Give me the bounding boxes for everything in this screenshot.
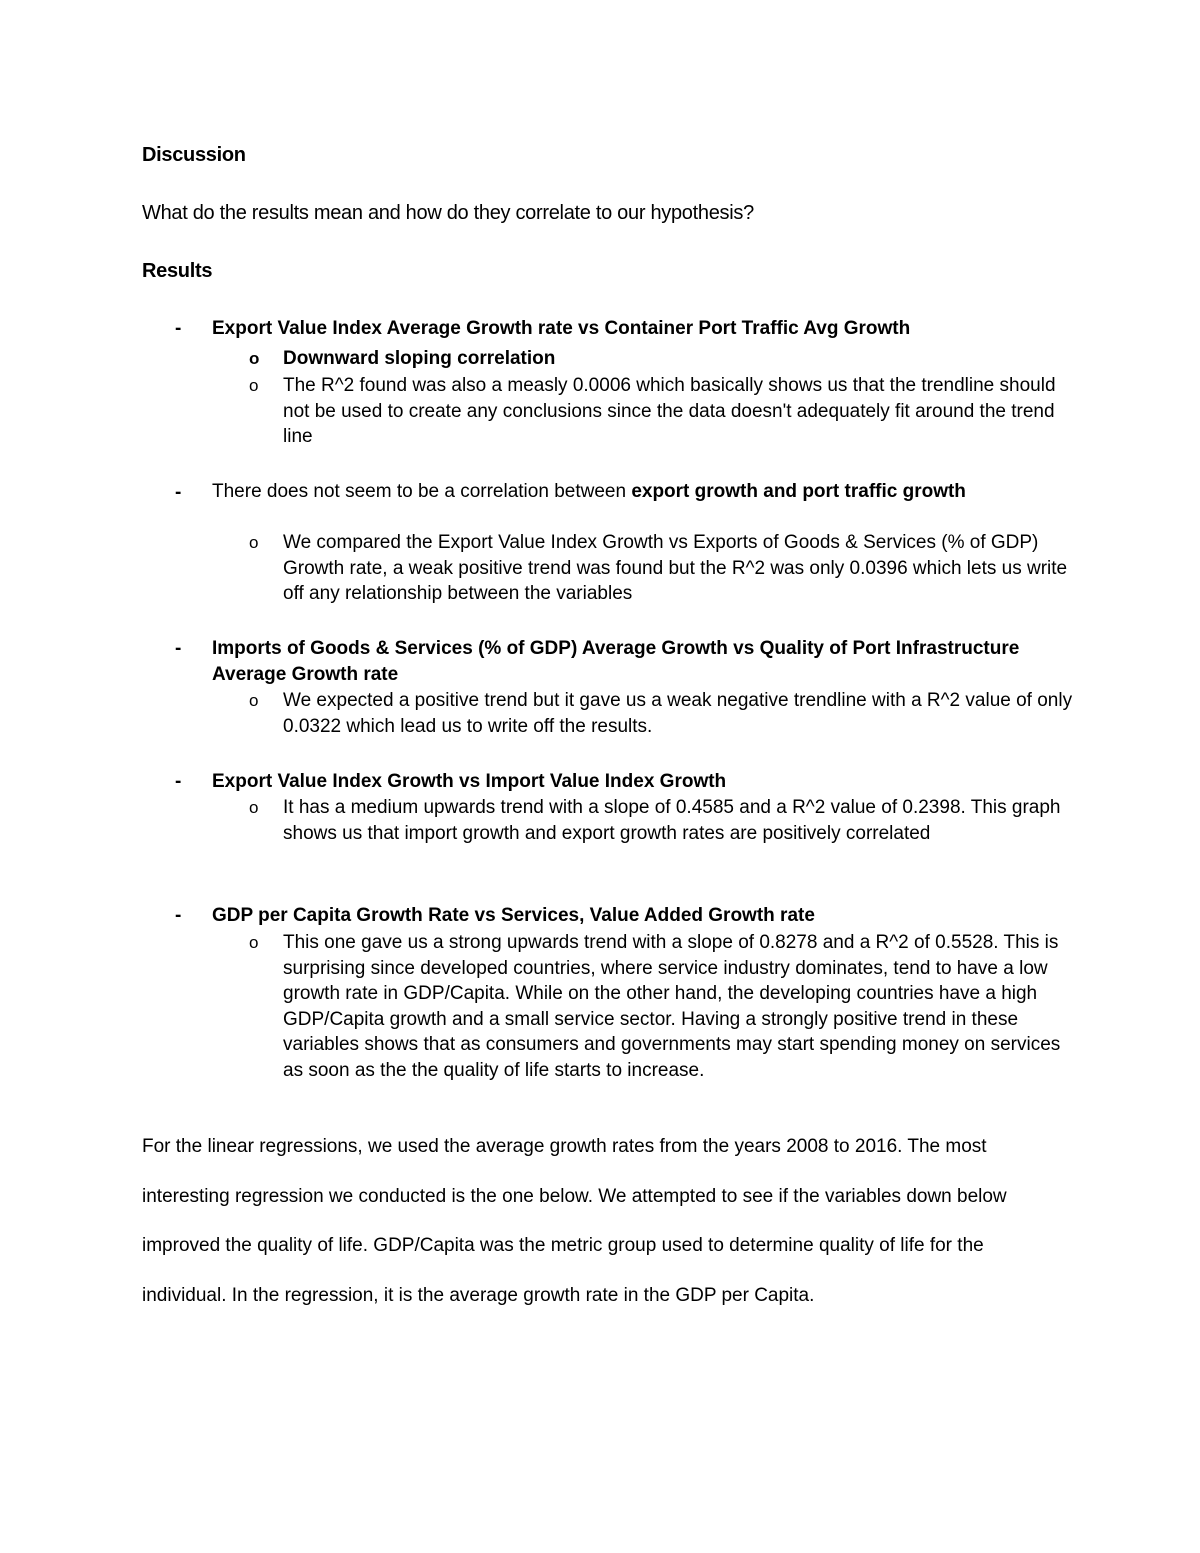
- result-item-3-sub-1: [249, 688, 1079, 739]
- result-item-4-sub-1: [249, 795, 1079, 846]
- result-item-title-bold: Export Value Index Average Growth rate vs Container Port Traffic Avg Growth: [212, 318, 911, 339]
- research-question: What do the results mean and how do they correlate to our hypothesis?: [142, 202, 754, 224]
- sub-bullet-text: Downward sloping correlation: [283, 348, 556, 369]
- sub-bullet-text: We expected a positive trend but it gave us a weak negative trendline with a R^2 value of only 0.0322 which lead us to write off the results.: [283, 690, 1073, 737]
- results-heading: Results: [142, 260, 213, 282]
- sub-bullet-text: It has a medium upwards trend with a slope of 0.4585 and a R^2 value of 0.2398. This graph shows us that import growth and export growth rates are positively correlated: [283, 797, 1061, 844]
- sub-bullet-text: We compared the Export Value Index Growth vs Exports of Goods & Services (% of GDP) Growth rate, a weak positive trend was found but the R^2 was only 0.0396 which lets us write off any relationship between the variables: [283, 532, 1068, 604]
- result-item-2-title: [212, 479, 1072, 505]
- list-dash: -: [175, 905, 182, 926]
- sub-bullet: o: [249, 798, 259, 817]
- result-item-title-bold: Imports of Goods & Services (% of GDP) Average Growth vs Quality of Port Infrastructure Average Growth rate: [212, 638, 1020, 685]
- sub-bullet: o: [249, 691, 259, 710]
- sub-bullet-text: This one gave us a strong upwards trend with a slope of 0.8278 and a R^2 of 0.5528. This is surprising since developed countries, where service industry dominates, tend to have a low growth rate in GDP/Capita. While on the other hand, the developing countries have a high GDP/Capita growth and a small service sector. Having a strongly positive trend in these variables shows that as consumers and governments may start spending money on services as soon as the the quality of life starts to increase.: [283, 932, 1061, 1081]
- list-dash: -: [175, 482, 182, 503]
- result-item-2-sub-1: [249, 530, 1079, 607]
- list-dash: -: [175, 318, 182, 339]
- result-item-5-sub-1: [249, 930, 1079, 1083]
- result-item-1-sub-1: [249, 346, 1079, 372]
- result-item-1-title: [212, 316, 1072, 342]
- sub-bullet: o: [249, 933, 259, 952]
- result-item-title-plain: There does not seem to be a correlation between: [212, 481, 632, 502]
- result-item-3-title: [212, 636, 1072, 688]
- sub-bullet: o: [249, 533, 259, 552]
- sub-bullet-text: The R^2 found was also a measly 0.0006 which basically shows us that the trendline should not be used to create any conclusions since the data doesn't adequately fit around the trend line: [283, 375, 1056, 447]
- result-item-title-bold: GDP per Capita Growth Rate vs Services, Value Added Growth rate: [212, 905, 815, 926]
- result-item-4-title: [212, 769, 1072, 795]
- closing-paragraph: For the linear regressions, we used the average growth rates from the years 2008 to 2016. The most interesting regression we conducted is the one below. We attempted to see if the variables down below improved the quality of life. GDP/Capita was the metric group used to determine quality of life for the individual. In the regression, it is the average growth rate in the GDP per Capita.: [142, 1136, 1007, 1306]
- result-item-1-sub-2: [249, 373, 1079, 450]
- sub-bullet: o: [249, 376, 259, 395]
- discussion-heading: Discussion: [142, 144, 246, 166]
- result-item-title-bold: export growth and port traffic growth: [631, 481, 966, 502]
- result-item-title-bold: Export Value Index Growth vs Import Value Index Growth: [212, 771, 727, 792]
- list-dash: -: [175, 638, 182, 659]
- result-item-5-title: [212, 903, 1072, 929]
- list-dash: -: [175, 771, 182, 792]
- sub-bullet: o: [249, 349, 260, 368]
